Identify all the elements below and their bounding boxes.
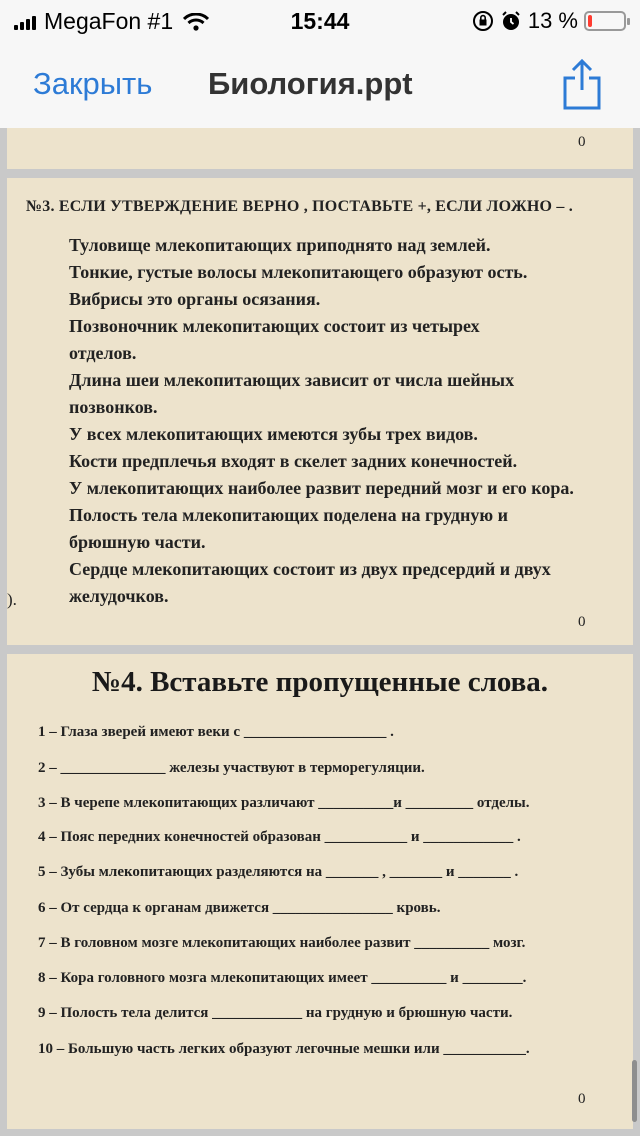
- statement-item: Длина шеи млекопитающих зависит от числа шейных позвонков.: [69, 370, 515, 417]
- question-item: 2 – ______________ железы участвуют в терморегуляции.: [38, 760, 425, 776]
- statement-item: Позвоночник млекопитающих состоит из четырех отделов.: [69, 316, 480, 363]
- statement-item: У млекопитающих наиболее развит передний мозг и его кора.: [69, 478, 574, 498]
- battery-level: [588, 15, 592, 27]
- orientation-lock-icon: [472, 10, 494, 32]
- list-number-fragment: ).: [7, 590, 17, 609]
- question-item: 5 – Зубы млекопитающих разделяются на _______ , _______ и _______ .: [38, 864, 519, 880]
- statement-item: У всех млекопитающих имеются зубы трех видов.: [69, 424, 478, 444]
- scrollbar[interactable]: [632, 1060, 637, 1122]
- task-heading: №3. ЕСЛИ УТВЕРЖДЕНИЕ ВЕРНО , ПОСТАВЬТЕ +, ЕСЛИ ЛОЖНО – .: [26, 198, 573, 215]
- slide-fill-in: [7, 654, 633, 1129]
- question-item: 9 – Полость тела делится ____________ на грудную и брюшную части.: [38, 1005, 513, 1021]
- alarm-icon: [500, 10, 522, 32]
- battery-icon: [584, 11, 626, 31]
- statement-item: Вибрисы это органы осязания.: [69, 289, 321, 309]
- battery-percent: 13 %: [527, 8, 578, 33]
- statement-item: Туловище млекопитающих приподнято над землей.: [69, 235, 491, 255]
- slide-partial: [7, 128, 633, 169]
- question-item: 1 – Глаза зверей имеют веки с ___________________ .: [38, 724, 394, 740]
- statement-item: Кости предплечья входят в скелет задних конечностей.: [69, 451, 518, 471]
- statement-item: Сердце млекопитающих состоит из двух предсердий и двух желудочков.: [69, 559, 551, 606]
- task-heading: №4. Вставьте пропущенные слова.: [91, 666, 549, 698]
- question-item: 10 – Большую часть легких образуют легочные мешки или ___________.: [38, 1041, 530, 1057]
- statement-item: Тонкие, густые волосы млекопитающего образуют ость.: [69, 262, 528, 282]
- share-icon[interactable]: [560, 58, 604, 110]
- slide-true-false: [7, 178, 633, 645]
- question-item: 4 – Пояс передних конечностей образован ___________ и ____________ .: [38, 829, 521, 845]
- page-number: 0: [578, 134, 586, 150]
- statement-item: Полость тела млекопитающих поделена на грудную и брюшную части.: [69, 505, 508, 552]
- question-item: 6 – От сердца к органам движется ________________ кровь.: [38, 900, 441, 916]
- status-right-group: [472, 8, 626, 34]
- question-item: 7 – В головном мозге млекопитающих наиболее развит __________ мозг.: [38, 935, 526, 951]
- question-item: 3 – В черепе млекопитающих различают __________и _________ отделы.: [38, 795, 530, 811]
- page-number: 0: [578, 614, 586, 630]
- question-item: 8 – Кора головного мозга млекопитающих имеет __________ и ________.: [38, 970, 527, 986]
- document-title: Биология.ppt: [208, 66, 413, 101]
- status-bar: [0, 0, 640, 44]
- close-button[interactable]: Закрыть: [33, 66, 153, 101]
- statement-list: [55, 232, 625, 610]
- navigation-bar: [0, 44, 640, 128]
- page-number: 0: [578, 1091, 586, 1107]
- carrier-name: MegaFon #1: [44, 8, 174, 34]
- clock: 15:44: [290, 8, 350, 34]
